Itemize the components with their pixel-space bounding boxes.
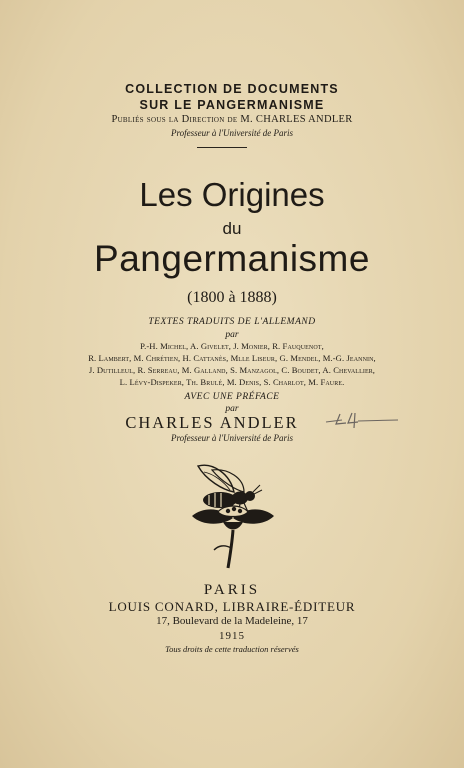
- preface-author: CHARLES ANDLER: [125, 413, 299, 432]
- imprint-city: PARIS: [203, 582, 261, 598]
- imprint-address: 17, Boulevard de la Madeleine, 17: [156, 615, 308, 627]
- book-title-line2: du: [222, 219, 242, 238]
- imprint-year: 1915: [219, 630, 245, 642]
- translation-intro: TEXTES TRADUITS DE L'ALLEMAND: [148, 317, 316, 327]
- bee-on-flower-icon: [178, 460, 288, 572]
- collection-title-line2: SUR LE PANGERMANISME: [139, 98, 325, 112]
- translators-line: L. Lévy-Dispeker, Th. Brulé, M. Denis, S. Charlot, M. Faure.: [119, 377, 345, 387]
- book-title-line3: Pangermanisme: [94, 238, 370, 279]
- rights-notice: Tous droits de cette traduction réservés: [165, 644, 299, 654]
- translators-line: P.-H. Michel, A. Givelet, J. Monier, R. Fauquenot,: [140, 341, 324, 351]
- director-title: Professeur à l'Université de Paris: [170, 128, 294, 138]
- pencil-annotation-icon: [322, 408, 400, 432]
- collection-title-line1: COLLECTION DE DOCUMENTS: [125, 82, 339, 96]
- translators-line: J. Dutilleul, R. Serreau, M. Galland, S. Manzagol, C. Boudet, A. Chevallier,: [88, 365, 376, 375]
- series-direction: Publiés sous la Direction de M. CHARLES ANDLER: [111, 114, 353, 125]
- divider-rule: [197, 147, 247, 148]
- preface-par: par: [225, 404, 239, 414]
- author-title: Professeur à l'Université de Paris: [170, 433, 294, 443]
- translators-line: R. Lambert, M. Chrétien, H. Cattanès, Mlle Liseur, G. Mendel, M.-G. Jeannin,: [88, 353, 376, 363]
- book-title-line1: Les Origines: [139, 176, 325, 213]
- imprint-publisher: LOUIS CONARD, LIBRAIRE-ÉDITEUR: [108, 599, 356, 614]
- book-dates: (1800 à 1888): [187, 289, 277, 306]
- translators-par: par: [225, 330, 239, 340]
- preface-intro: AVEC UNE PRÉFACE: [184, 392, 280, 402]
